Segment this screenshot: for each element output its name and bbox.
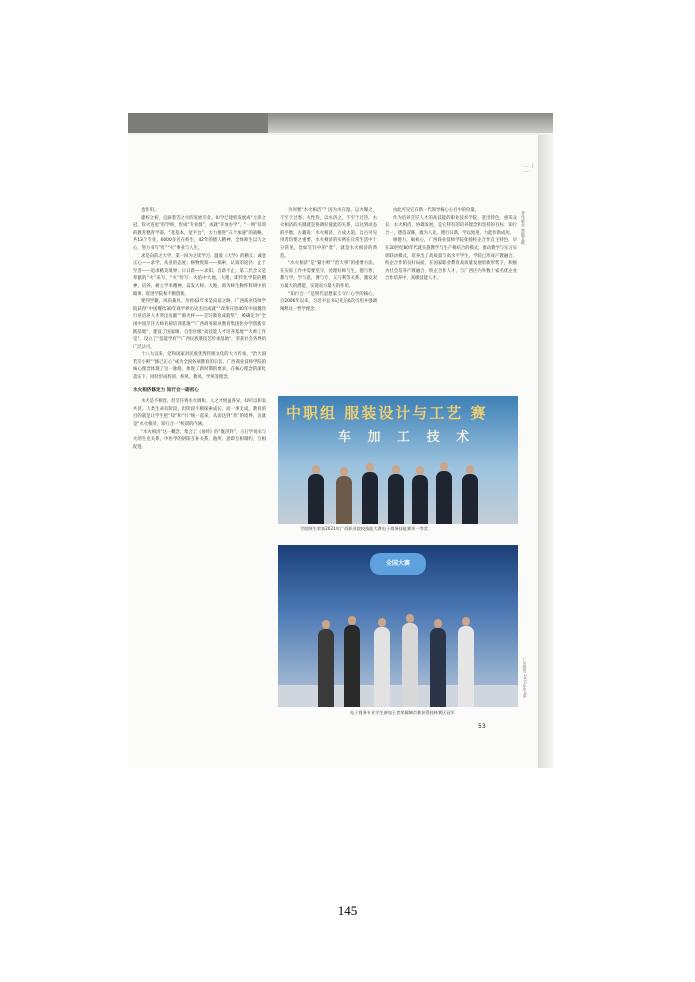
person-figure bbox=[388, 474, 404, 524]
event-logo: 全国大赛 bbox=[370, 553, 426, 575]
award-photo bbox=[278, 396, 518, 524]
person-figure bbox=[458, 626, 474, 707]
stage-floor bbox=[278, 685, 518, 707]
paragraph: 求是向前之大学，第一回为之读学习，温爱《大学》的精义；诚意正心——求学，从业的态度；格物致知——探索，认知的途径；止于至善——追求精美境界；日日新——求知，自新不止；第二层含义是奉献的“火”来写，“火”传写：火焰中大地，大理，即传化学院的精神，培养，树立学术精神，奋发大师；大地，即为师生胸怀科研中的做事，促进学院和不断创新。 bbox=[133, 253, 266, 297]
page-number: 145 bbox=[337, 903, 358, 918]
spine-dark-band bbox=[128, 113, 268, 133]
paragraph: 建校之初，点滴着雪之火的发展专业。如今已建校发展成“主席之冠，钦火连星”的学校，形成“专业群”，成就“开放办学”，“一网”培训的教育德育学部，“宽基本，宽平台”，大力推进“五个加速”的战略，共13个专业，6000多名在校生，42年的德人精神，全体师生以大之心，努力书写“红”“火”事业与人生。 bbox=[133, 215, 266, 251]
photo-caption: 学院师生荣获2021年广西职业院校技能大赛电子商务技能赛项一等奖 bbox=[300, 526, 428, 531]
person-figure bbox=[362, 472, 378, 524]
paragraph: 修德力，砺初心，广西商业技师学院张扬校企合作自主特色，早在20世纪80年代就实施教学与生产相结合的模式，推动教学与实习实训联动模式，培养出了高质量与高水平学生，学院已形成产教融合，校企合作的良好局面，在国家职业教育高质量发展的新形势下，积极为社会培养产教融合，校企合作人才，与广西区内外数十家名优企业合作培养中、高级技能人才。 bbox=[385, 238, 517, 282]
scanned-magazine-spread bbox=[128, 113, 553, 768]
side-footer-label: 广西教育 2021年第3期 bbox=[523, 658, 528, 698]
banner-text: 中职组 服装设计与工艺 赛 bbox=[286, 404, 488, 422]
paragraph: 水火是不相容，但烹饪将水火调和，人之才情虽各异，却可以和衷共济。人类生命有阶段，但阶段不断探索成长，而一事无成，教育的目的就是让学生把“知”和“行”统一起来，从而达到“善”的境界，这就是“水火相济，知行合一”校训的内涵。 bbox=[133, 399, 266, 428]
paragraph: “水火相济”是“紧小鲜”“治大事”的重要方法，在实际工作中需要坚守，处理好师与生，德与智，教与学，学与思，博与专，义与利等关系，激发双方最大的潜能，实现双方最大的作用。 bbox=[280, 261, 377, 289]
person-figure bbox=[308, 474, 324, 524]
article-column-1 bbox=[133, 207, 266, 787]
paragraph: 要到学籍，风尚兼具，历经42年求是向前之路，广西商业技师学院获得“中国餐饮30年商学界历史杰出成就”“改革开放40年中国餐饮行业培养人才突出贡献”“薪火杯——烹饪教育成就奖”，被确定为“全国中国烹饪大师名厨培训基地”“广西商务职业教育集团化办学创新实践基地”，建设了国家级、自治区级“高技能人才培养基地”“大师工作室”，设立了“技能学府”“广西民族菜技艺传承基地”，荣获社会各界的广泛认可。 bbox=[133, 299, 266, 350]
person-figure bbox=[336, 476, 352, 524]
person-figure bbox=[462, 474, 478, 524]
person-figure bbox=[344, 625, 360, 707]
person-figure bbox=[318, 629, 334, 707]
person-figure bbox=[374, 627, 390, 707]
person-figure bbox=[412, 475, 428, 524]
photo-caption: 电子商务专业学生参加王者荣耀城市赛获得桂林赛区冠军 bbox=[350, 710, 455, 715]
section-heading: 水火相济修定力 知行合一砺初心 bbox=[133, 387, 199, 393]
page-edge-shadow bbox=[538, 135, 553, 768]
paragraph: 作为培养烹饪人才的高技能的职业技术学院，宽出特色，重采众长，水火相济，协调发展，是它特有的培养理念和坚持的目标：知行合一，德技双修，敢为人先，德行日新，学以致用，力能作新成功。 bbox=[385, 215, 517, 236]
person-figure bbox=[430, 628, 446, 707]
paragraph: 十八大以来，党和国家对民族优秀传统文化的大力传承，“治大国若烹小鲜”“修己正心”成为全国各项教育的宗旨。广西商业技师学院的核心理念体现了这一脉络，体现了新时期的要求，在核心理念的深化落实下，同时形成校训、校风、教风、学风等理念。 bbox=[133, 352, 266, 381]
banner-subtext: 车 加 工 技 术 bbox=[338, 430, 476, 445]
person-figure bbox=[436, 471, 452, 524]
competition-photo bbox=[278, 545, 518, 707]
person-figure bbox=[402, 623, 418, 707]
paragraph: “知行合一”是明代思想家王守仁心学的核心，自2006年以来，习近平总书记先后6次引用并强调阐释这一哲学理念。 bbox=[280, 291, 377, 312]
magazine-page-number: 53 bbox=[478, 723, 486, 730]
paragraph: 为何要“水火相济”？因为水在湿，以火曝之，不至于过寒；火性热，以水济之，不至于过热。水火相济的关键就是协调好彼此的关系，以达到动态的平衡，古籍说：水火相济，万成大道，自古可见用者均要之重要，水火相济的实例在日常生活中十分常见，比如烹饪中的“煮”，就是水火相济的典范。 bbox=[280, 208, 377, 259]
paragraph: 由此可见它在新一代领导核心心目中的份量。 bbox=[393, 208, 479, 213]
side-section-label: 青年职业 智能互联 bbox=[521, 211, 526, 245]
paragraph: 也作用。 bbox=[141, 208, 159, 213]
paragraph: “水火相济”这一概念，集合了《易经》的“既济卦”，五行学说水与火的生克关系，中医学的阴阳互补关系，他所，意即互相制约，互相促进。 bbox=[133, 429, 266, 450]
running-head: …… | …… bbox=[523, 163, 534, 173]
